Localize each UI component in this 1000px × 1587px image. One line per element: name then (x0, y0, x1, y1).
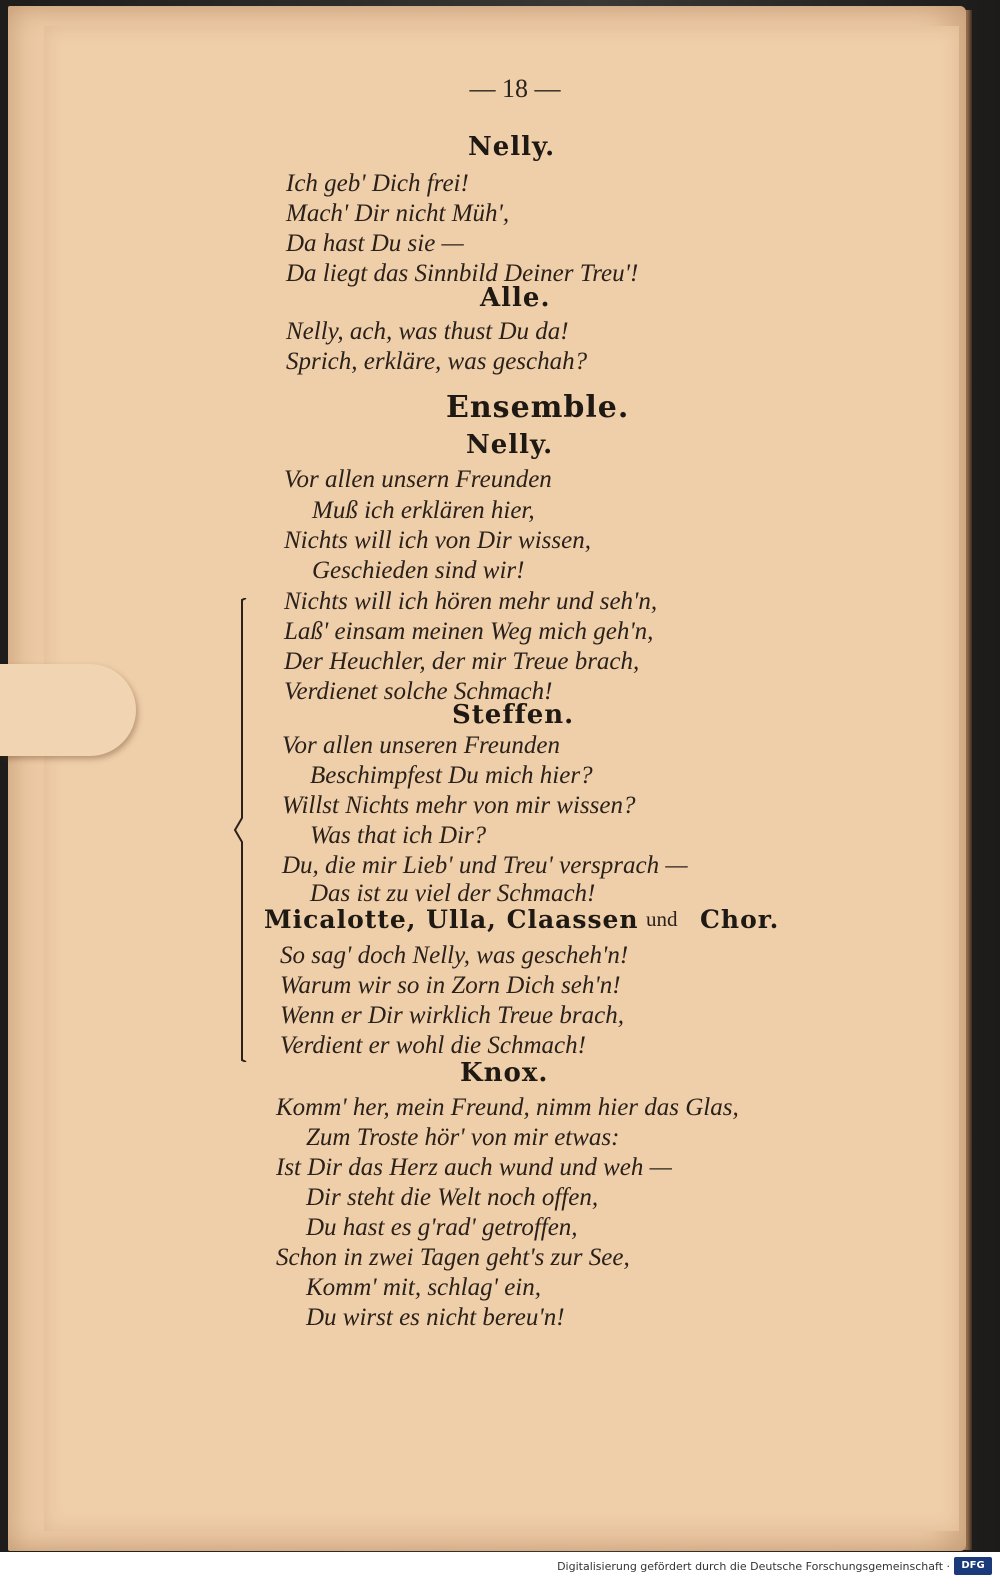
verse-line: Komm' her, mein Freund, nimm hier das Glas, (276, 1094, 739, 1121)
verse-line: Muß ich erklären hier, (312, 497, 535, 524)
speaker-name: Micalotte, Ulla, Claassen (264, 905, 639, 934)
verse-line: Zum Troste hör' von mir etwas: (306, 1124, 620, 1151)
verse-line: Vor allen unsern Freunden (284, 466, 552, 493)
verse-line: Der Heuchler, der mir Treue brach, (284, 648, 640, 675)
speaker-conjunction: und (646, 907, 678, 931)
verse-line: Nichts will ich hören mehr und seh'n, (284, 588, 658, 615)
verse-line: Geschieden sind wir! (312, 557, 525, 584)
verse-line: Da liegt das Sinnbild Deiner Treu'! (286, 260, 639, 287)
footer-bar (0, 1552, 1000, 1587)
footer-credit: Digitalisierung gefördert durch die Deutsche Forschungsgemeinschaft · (557, 1560, 950, 1573)
speaker-name: Chor. (700, 905, 780, 934)
verse-line: Komm' mit, schlag' ein, (306, 1274, 541, 1301)
verse-line: Nichts will ich von Dir wissen, (284, 527, 591, 554)
verse-line: Vor allen unseren Freunden (282, 732, 560, 759)
verse-line: Mach' Dir nicht Müh', (286, 200, 510, 227)
verse-line: Das ist zu viel der Schmach! (310, 880, 596, 907)
verse-line: Willst Nichts mehr von mir wissen? (282, 792, 636, 819)
bookmark-tab (0, 664, 136, 756)
verse-line: Schon in zwei Tagen geht's zur See, (276, 1244, 630, 1271)
verse-line: Ich geb' Dich frei! (286, 170, 469, 197)
verse-line: Sprich, erkläre, was geschah? (286, 348, 588, 375)
page-number: — 18 — (469, 74, 561, 103)
speaker-name: Nelly. (468, 132, 556, 162)
verse-line: Dir steht die Welt noch offen, (306, 1184, 599, 1211)
section-heading: Ensemble. (446, 390, 630, 425)
speaker-name: Alle. (480, 283, 551, 313)
verse-line: Nelly, ach, was thust Du da! (286, 318, 569, 345)
verse-line: Du wirst es nicht bereu'n! (306, 1304, 565, 1331)
verse-line: Was that ich Dir? (310, 822, 487, 849)
speaker-name: Nelly. (466, 430, 554, 460)
verse-line: Du, die mir Lieb' und Treu' versprach — (282, 852, 688, 879)
verse-line: Laß' einsam meinen Weg mich geh'n, (284, 618, 654, 645)
verse-line: Du hast es g'rad' getroffen, (306, 1214, 578, 1241)
verse-line: Da hast Du sie — (286, 230, 464, 257)
speaker-name: Knox. (460, 1058, 549, 1088)
verse-line: So sag' doch Nelly, was gescheh'n! (280, 942, 629, 969)
verse-line: Ist Dir das Herz auch wund und weh — (276, 1154, 672, 1181)
ensemble-bracket (232, 598, 248, 1062)
dfg-logo: DFG (954, 1557, 992, 1575)
verse-line: Wenn er Dir wirklich Treue brach, (280, 1002, 624, 1029)
verse-line: Warum wir so in Zorn Dich seh'n! (280, 972, 621, 999)
speaker-name: Steffen. (452, 700, 575, 730)
verse-line: Beschimpfest Du mich hier? (310, 762, 593, 789)
verse-line: Verdient er wohl die Schmach! (280, 1032, 586, 1059)
verse-line: Verdienet solche Schmach! (284, 678, 553, 705)
